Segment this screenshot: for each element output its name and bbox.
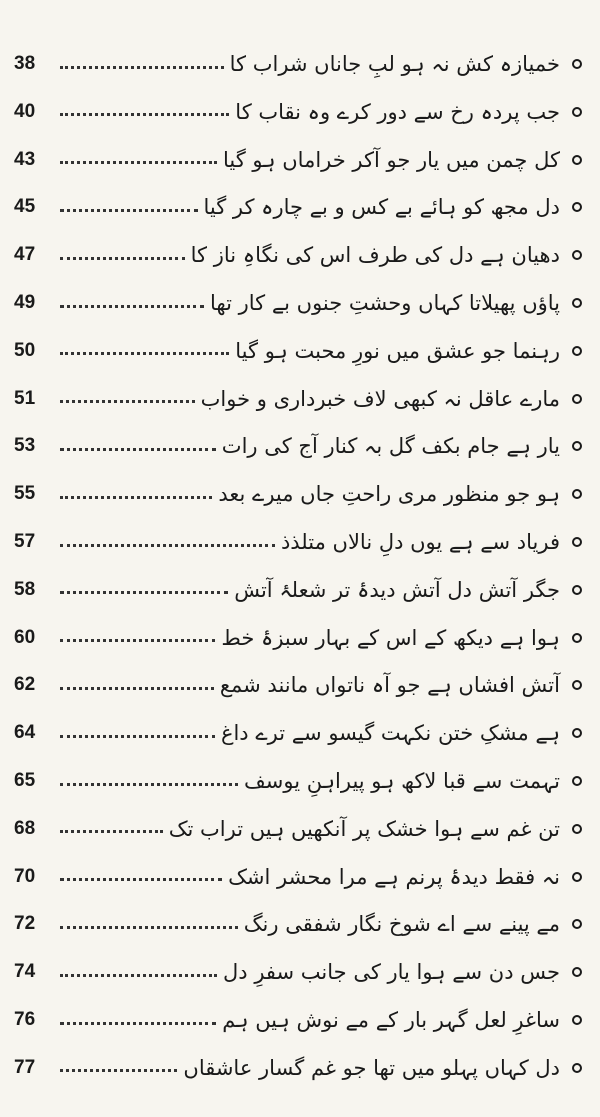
circle-bullet-icon <box>568 581 586 599</box>
dot-leader <box>60 161 217 164</box>
dot-leader <box>60 113 229 116</box>
circle-bullet-icon <box>568 963 586 981</box>
toc-row[interactable] <box>14 331 586 371</box>
circle-ring <box>572 202 582 212</box>
circle-ring <box>572 155 582 165</box>
toc-row[interactable] <box>14 235 586 275</box>
entry-title: دھیان ہے دل کی طرف اس کی نگاہِ ناز کا <box>190 243 560 268</box>
circle-bullet-icon <box>568 485 586 503</box>
page-number: 43 <box>14 148 36 170</box>
toc-row[interactable] <box>14 187 586 227</box>
circle-ring <box>572 967 582 977</box>
page-number: 68 <box>14 817 36 839</box>
entry-title: آتش افشاں ہے جو آہ ناتواں مانند شمع <box>219 673 560 698</box>
dot-leader <box>60 639 215 642</box>
entry-title: دل کہاں پہلو میں تھا جو غم گسار عاشقاں <box>183 1055 560 1080</box>
circle-bullet-icon <box>568 676 586 694</box>
circle-bullet-icon <box>568 342 586 360</box>
toc-row[interactable] <box>14 618 586 658</box>
circle-ring <box>572 346 582 356</box>
circle-bullet-icon <box>568 198 586 216</box>
circle-ring <box>572 441 582 451</box>
entry-title: تہمت سے قبا لاکھ ہو پیراہنِ یوسف <box>244 769 560 793</box>
page-number: 65 <box>14 770 36 791</box>
circle-ring <box>572 1063 582 1073</box>
entry-title: ہے مشکِ ختن نکہت گیسو سے ترے داغ <box>220 721 560 746</box>
page-number: 60 <box>14 626 36 648</box>
circle-ring <box>572 728 582 738</box>
entry-title: پاؤں پھیلاتا کہاں وحشتِ جنوں بے کار تھا <box>210 291 560 315</box>
dot-leader <box>60 735 215 738</box>
dot-leader <box>60 257 185 260</box>
circle-bullet-icon <box>568 915 586 933</box>
toc-row[interactable] <box>14 809 586 849</box>
dot-leader <box>60 448 216 451</box>
circle-ring <box>572 633 582 643</box>
circle-bullet-icon <box>568 390 586 408</box>
entry-title: جگر آتش دل آتش دیدۂ تر شعلۂ آتش <box>234 577 560 602</box>
toc-row[interactable] <box>14 474 586 514</box>
entry-title: جب پردہ رخ سے دور کرے وہ نقاب کا <box>235 99 560 124</box>
dot-leader <box>60 926 238 929</box>
circle-ring <box>572 872 582 882</box>
page-number: 58 <box>14 578 36 600</box>
dot-leader <box>60 66 224 69</box>
toc-row[interactable] <box>14 952 586 992</box>
circle-bullet-icon <box>568 533 586 551</box>
page-number: 72 <box>14 913 36 935</box>
dot-leader <box>60 209 198 212</box>
circle-ring <box>572 1015 582 1025</box>
page-number: 55 <box>14 483 36 505</box>
toc-row[interactable] <box>14 283 586 323</box>
page-number: 64 <box>14 722 36 744</box>
circle-bullet-icon <box>568 55 586 73</box>
circle-bullet-icon <box>568 724 586 742</box>
page-number: 51 <box>14 387 36 409</box>
dot-leader <box>60 878 222 881</box>
toc-row[interactable] <box>14 570 586 610</box>
page-number: 62 <box>14 674 36 696</box>
toc-row[interactable] <box>14 857 586 897</box>
circle-bullet-icon <box>568 1059 586 1077</box>
page-number: 70 <box>14 865 36 887</box>
toc-row[interactable] <box>14 44 586 84</box>
circle-ring <box>572 298 582 308</box>
circle-ring <box>572 394 582 404</box>
toc-row[interactable] <box>14 904 586 944</box>
circle-ring <box>572 537 582 547</box>
circle-bullet-icon <box>568 103 586 121</box>
toc-row[interactable] <box>14 426 586 466</box>
toc-row[interactable] <box>14 140 586 180</box>
circle-ring <box>572 776 582 786</box>
entry-title: دل مجھ کو ہائے بے کس و بے چارہ کر گیا <box>203 195 560 220</box>
toc-row[interactable] <box>14 92 586 132</box>
circle-bullet-icon <box>568 772 586 790</box>
toc-row[interactable] <box>14 379 586 419</box>
toc-row[interactable] <box>14 665 586 705</box>
page-number: 74 <box>14 961 36 983</box>
circle-bullet-icon <box>568 246 586 264</box>
circle-ring <box>572 489 582 499</box>
circle-ring <box>572 680 582 690</box>
entry-title: تن غم سے ہوا خشک پر آنکھیں ہیں تراب تک <box>168 816 560 841</box>
toc-row[interactable] <box>14 522 586 562</box>
page-number: 47 <box>14 244 36 266</box>
entry-title: ہو جو منظور مری راحتِ جاں میرے بعد <box>218 482 560 507</box>
entry-title: فریاد سے ہے یوں دلِ نالاں متلذذ <box>280 530 560 554</box>
page-number: 45 <box>14 196 36 218</box>
entry-title: ساغرِ لعل گہر بار کے مے نوش ہیں ہم <box>222 1008 560 1032</box>
circle-bullet-icon <box>568 629 586 647</box>
circle-ring <box>572 824 582 834</box>
circle-bullet-icon <box>568 820 586 838</box>
circle-bullet-icon <box>568 868 586 886</box>
page-number: 49 <box>14 292 36 313</box>
entry-title: مارے عاقل نہ کبھی لاف خبرداری و خواب <box>200 386 560 411</box>
page-number: 76 <box>14 1009 36 1030</box>
toc-row[interactable] <box>14 713 586 753</box>
circle-ring <box>572 919 582 929</box>
dot-leader <box>60 305 204 308</box>
circle-bullet-icon <box>568 437 586 455</box>
page-number: 38 <box>14 53 36 74</box>
dot-leader <box>60 830 163 833</box>
dot-leader <box>60 1022 216 1025</box>
entry-title: ہوا ہے دیکھ کے اس کے بہار سبزۂ خط <box>221 625 560 650</box>
dot-leader <box>60 352 229 355</box>
circle-ring <box>572 250 582 260</box>
dot-leader <box>60 783 238 786</box>
page-number: 40 <box>14 100 36 122</box>
toc-row[interactable] <box>14 1000 586 1040</box>
page-number: 50 <box>14 339 36 361</box>
circle-bullet-icon <box>568 294 586 312</box>
dot-leader <box>60 591 228 594</box>
dot-leader <box>60 400 195 403</box>
circle-ring <box>572 59 582 69</box>
circle-ring <box>572 107 582 117</box>
toc-row[interactable] <box>14 1048 586 1088</box>
entry-title: کل چمن میں یار جو آکر خراماں ہو گیا <box>223 147 560 172</box>
dot-leader <box>60 974 217 977</box>
page-number: 53 <box>14 435 36 457</box>
toc-row[interactable] <box>14 761 586 801</box>
entry-title: نہ فقط دیدۂ پرنم ہے مرا محشر اشک <box>228 864 560 889</box>
dot-leader <box>60 1069 177 1072</box>
entry-title: مے پینے سے اے شوخ نگار شفقی رنگ <box>243 912 560 937</box>
page-number: 57 <box>14 531 36 552</box>
entry-title: رہنما جو عشق میں نورِ محبت ہو گیا <box>235 338 560 363</box>
page-number: 77 <box>14 1056 36 1078</box>
entry-title: جس دن سے ہوا یار کی جانب سفرِ دل <box>223 960 560 985</box>
dot-leader <box>60 496 212 499</box>
entry-title: یار ہے جام بکف گل بہ کنار آج کی رات <box>221 434 560 459</box>
entry-title: خمیازہ کش نہ ہو لبِ جاناں شراب کا <box>229 52 560 76</box>
circle-bullet-icon <box>568 1011 586 1029</box>
dot-leader <box>60 544 275 547</box>
circle-bullet-icon <box>568 151 586 169</box>
dot-leader <box>60 687 214 690</box>
circle-ring <box>572 585 582 595</box>
